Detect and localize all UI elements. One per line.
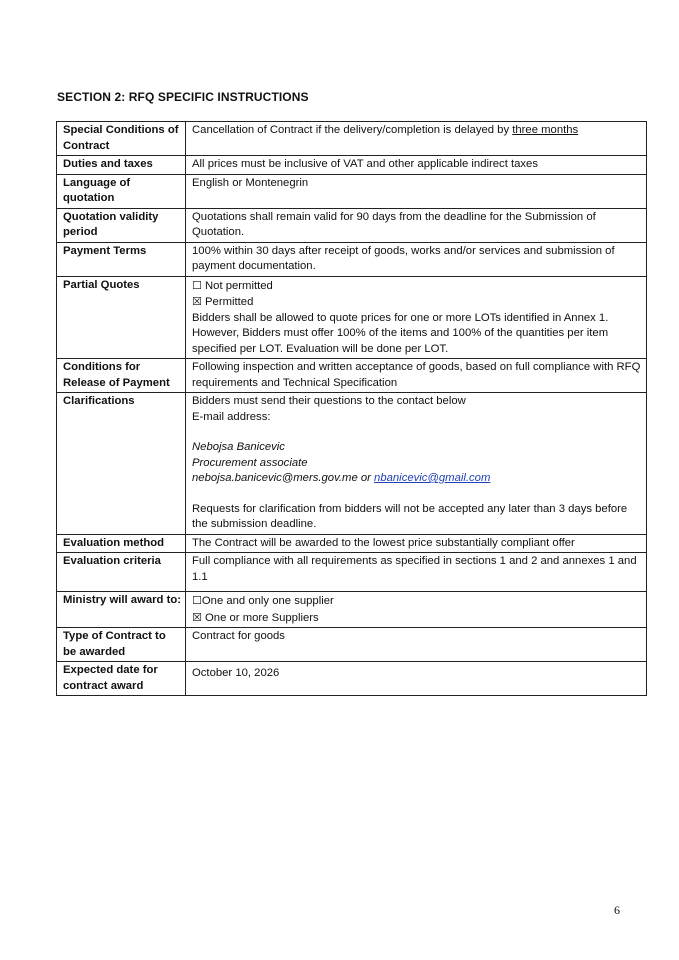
row-value bbox=[186, 393, 647, 535]
row-label: Clarifications bbox=[57, 393, 186, 535]
option-label: One or more Suppliers bbox=[205, 611, 319, 624]
row-label: Expected date for contract award bbox=[57, 662, 186, 696]
row-value bbox=[186, 276, 647, 359]
row-value: Following inspection and written acceptance of goods, based on full compliance with RFQ requirements and Technical Specification bbox=[186, 359, 647, 393]
row-value bbox=[186, 592, 647, 628]
row-label: Evaluation criteria bbox=[57, 553, 186, 592]
row-value: Contract for goods bbox=[186, 628, 647, 662]
checkbox-unchecked-icon: ☐ bbox=[192, 278, 202, 292]
row-label: Special Conditions of Contract bbox=[57, 122, 186, 156]
contact-emails bbox=[192, 471, 642, 487]
row-label: Conditions for Release of Payment bbox=[57, 359, 186, 393]
option-label: Not permitted bbox=[205, 279, 273, 292]
checkbox-checked-icon: ☒ bbox=[192, 295, 202, 308]
partial-option-not-permitted bbox=[192, 278, 642, 295]
award-option-single bbox=[192, 593, 642, 610]
row-label: Duties and taxes bbox=[57, 156, 186, 175]
table-row bbox=[57, 534, 647, 553]
row-label: Evaluation method bbox=[57, 534, 186, 553]
row-value: Quotations shall remain valid for 90 days from the deadline for the Submission of Quotation. bbox=[186, 208, 647, 242]
row-value: The Contract will be awarded to the lowest price substantially compliant offer bbox=[186, 534, 647, 553]
page-number: 6 bbox=[614, 903, 620, 917]
table-row bbox=[57, 122, 647, 156]
table-row bbox=[57, 208, 647, 242]
delay-period: three months bbox=[512, 124, 579, 136]
row-label: Payment Terms bbox=[57, 242, 186, 276]
section-heading: SECTION 2: RFQ SPECIFIC INSTRUCTIONS bbox=[57, 90, 309, 104]
row-value: All prices must be inclusive of VAT and other applicable indirect taxes bbox=[186, 156, 647, 175]
table-row bbox=[57, 242, 647, 276]
table-row bbox=[57, 553, 647, 592]
table-row bbox=[57, 359, 647, 393]
row-value bbox=[186, 122, 647, 156]
table-row bbox=[57, 393, 647, 535]
clarification-deadline-note: Requests for clarification from bidders will not be accepted any later than 3 days before the submission deadline. bbox=[192, 502, 628, 530]
row-value: October 10, 2026 bbox=[186, 662, 647, 696]
row-value: English or Montenegrin bbox=[186, 174, 647, 208]
row-label: Ministry will award to: bbox=[57, 592, 186, 628]
checkbox-unchecked-icon: ☐ bbox=[192, 594, 202, 607]
option-label: One and only one supplier bbox=[201, 595, 334, 607]
special-conditions-text: Cancellation of Contract if the delivery/completion is delayed by bbox=[192, 124, 513, 136]
contact-email-primary: nebojsa.banicevic@mers.gov.me or bbox=[192, 472, 375, 484]
clarifications-intro: Bidders must send their questions to the contact below bbox=[192, 395, 466, 407]
option-label: Permitted bbox=[205, 296, 254, 308]
table-row bbox=[57, 662, 647, 696]
table-row bbox=[57, 628, 647, 662]
row-label: Type of Contract to be awarded bbox=[57, 628, 186, 662]
table-row bbox=[57, 156, 647, 175]
row-label: Language of quotation bbox=[57, 174, 186, 208]
row-label: Partial Quotes bbox=[57, 276, 186, 359]
checkbox-checked-icon: ☒ bbox=[192, 610, 202, 624]
award-option-multiple bbox=[192, 610, 642, 627]
row-value: 100% within 30 days after receipt of goods, works and/or services and submission of payment documentation. bbox=[186, 242, 647, 276]
contact-email-link[interactable]: nbanicevic@gmail.com bbox=[374, 472, 491, 484]
partial-quotes-description: Bidders shall be allowed to quote prices for one or more LOTs identified in Annex 1. However, Bidders must offer 100% of the items and 100% of the quantities per item specified per LOT. Evaluation will be done per LOT. bbox=[192, 311, 609, 355]
row-value: Full compliance with all requirements as specified in sections 1 and 2 and annexes 1 and 1.1 bbox=[186, 553, 647, 592]
table-row bbox=[57, 174, 647, 208]
table-row bbox=[57, 276, 647, 359]
table-row bbox=[57, 592, 647, 628]
partial-option-permitted bbox=[192, 294, 642, 311]
row-label: Quotation validity period bbox=[57, 208, 186, 242]
contact-role: Procurement associate bbox=[192, 456, 308, 469]
contact-name: Nebojsa Banicevic bbox=[192, 441, 285, 453]
rfq-instructions-table bbox=[56, 121, 647, 696]
email-address-label: E-mail address: bbox=[192, 410, 271, 423]
